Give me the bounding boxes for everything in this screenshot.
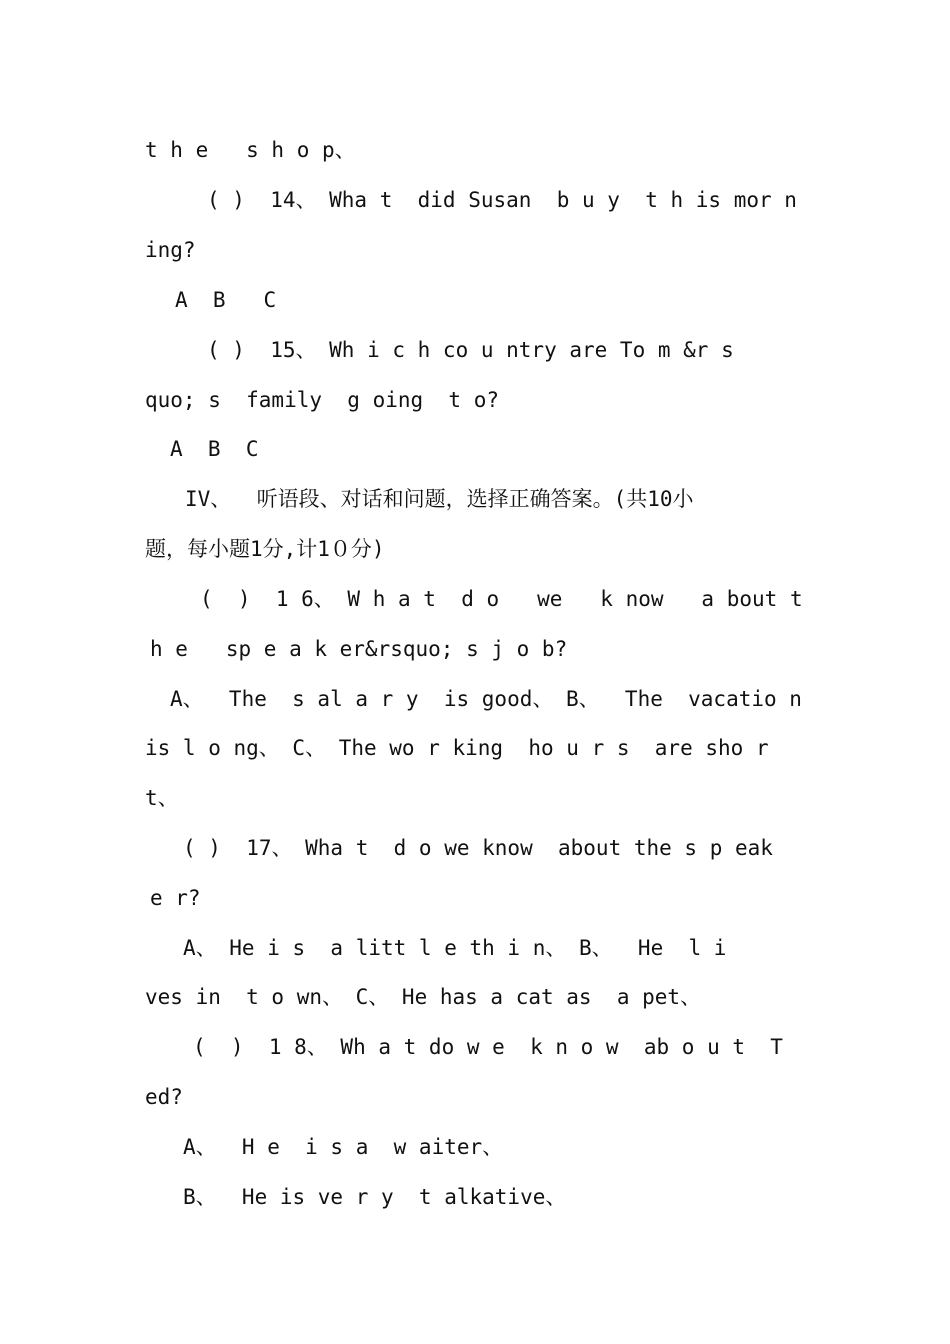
text-line-1: t h e s h o p、	[145, 138, 356, 162]
section-iv-heading: IV、 听语段、对话和问题，选择正确答案。(共10小	[185, 487, 694, 511]
question-14-line: ( ) 14、 Wha t did Susan b u y t h is mor n	[207, 188, 797, 212]
question-18-option-b: B、 He is ve r y t alkative、	[183, 1185, 567, 1209]
text-line-6: quo; s family g oing t o?	[145, 388, 500, 412]
question-18-line: ( ) 1 8、 Wh a t do w e k n o w ab o u t T	[193, 1035, 783, 1059]
text-line-11: h e sp e a k er&rsquo; s j o b?	[150, 637, 568, 661]
text-line-14: t、	[145, 786, 179, 810]
question-15-options: A B C	[170, 437, 259, 461]
section-iv-heading-cont: 题，每小题1分,计1０分)	[145, 537, 385, 561]
question-17-options: A、 He i s a litt l e th i n、 B、 He l i	[183, 936, 727, 960]
question-16-line: ( ) 1 6、 W h a t d o we k now a bout t	[200, 587, 803, 611]
text-line-13: is l o ng、 C、 The wo r king ho u r s are sho r	[145, 736, 769, 760]
question-18-option-a: A、 H e i s a w aiter、	[183, 1135, 504, 1159]
text-line-20: ed?	[145, 1085, 183, 1109]
text-line-16: e r?	[150, 886, 201, 910]
question-16-options: A、 The s al a r y is good、 B、 The vacatio n	[170, 687, 802, 711]
text-line-18: ves in t o wn、 C、 He has a cat as a pet、	[145, 985, 702, 1009]
text-line-3: ing?	[145, 238, 196, 262]
question-17-line: ( ) 17、 Wha t d o we know about the s p eak	[183, 836, 773, 860]
question-15-line: ( ) 15、 Wh i c h co u ntry are To m &r s	[207, 338, 734, 362]
question-14-options: A B C	[175, 288, 277, 312]
